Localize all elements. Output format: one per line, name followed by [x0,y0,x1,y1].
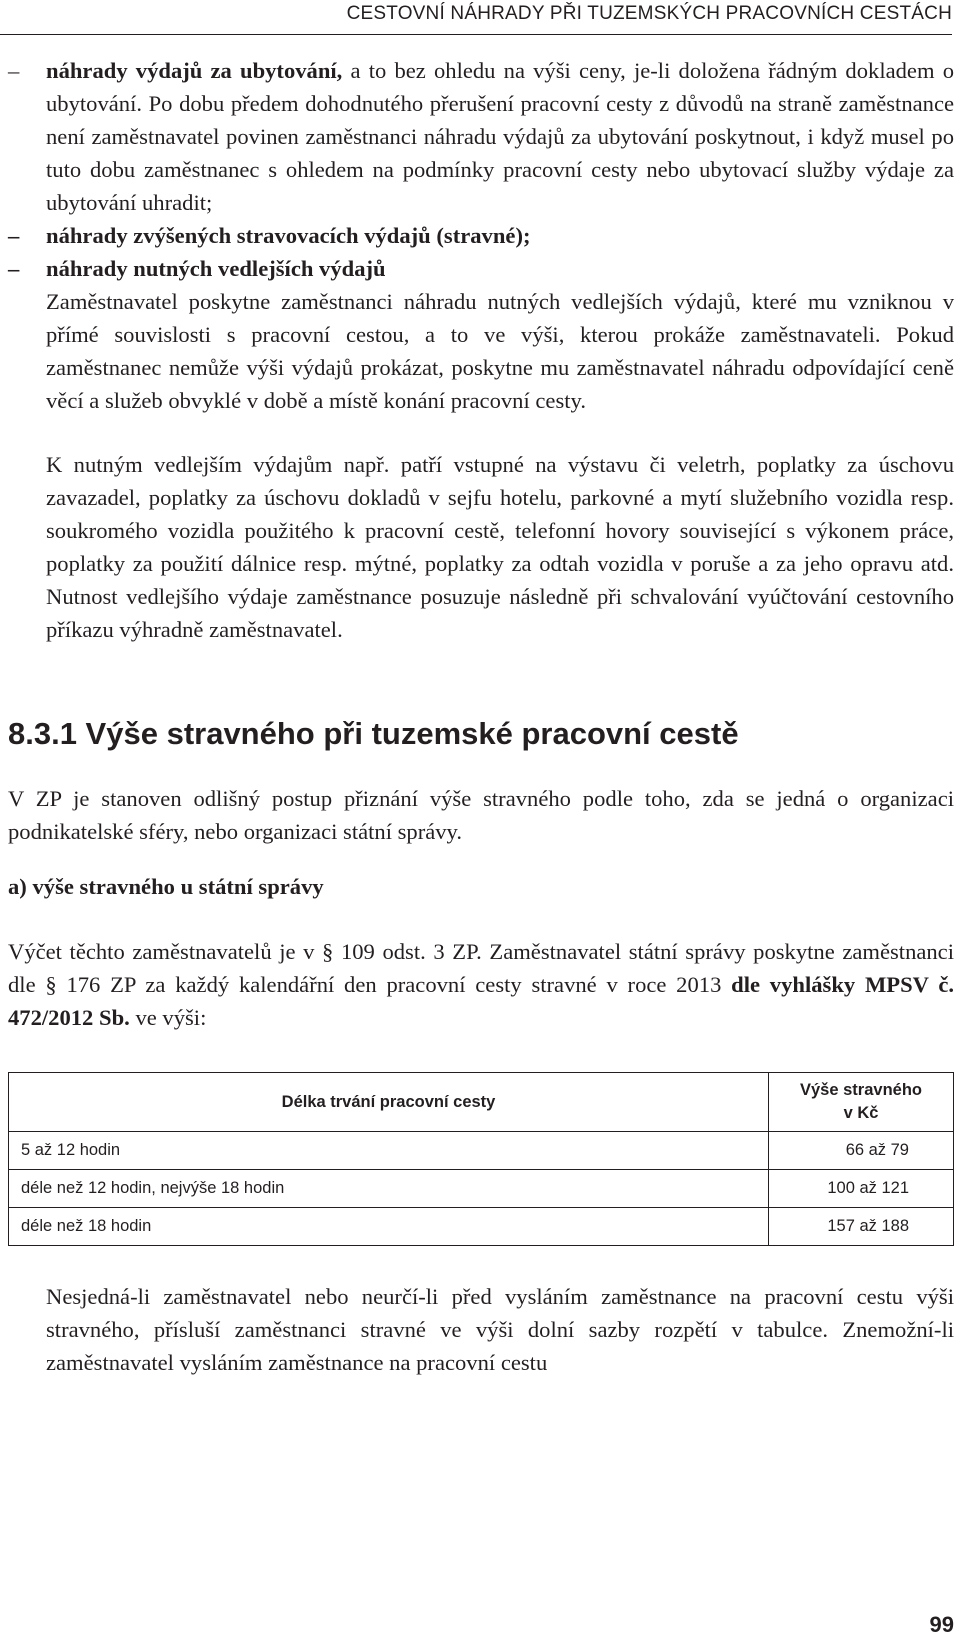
table-row [9,1132,954,1170]
paragraph-zp-intro: V ZP je stanoven odlišný postup přiznání výše stravného podle toho, zda se jedná o organizaci podnikatelské sféry, nebo organizaci státní správy. [8,786,954,844]
amount-cell: 100 až 121 [769,1170,954,1208]
table-row [9,1208,954,1246]
column-header-amount-line1: Výše stravného [800,1081,922,1099]
table-header-row [9,1073,954,1132]
amount-cell: 66 až 79 [769,1132,954,1170]
section-heading: 8.3.1 Výše stravného při tuzemské pracovní cestě [8,716,739,751]
allowance-table [8,1072,954,1246]
page-number: 99 [929,1612,954,1637]
list-item [8,252,954,285]
amount-cell: 157 až 188 [769,1208,954,1246]
table-row [9,1170,954,1208]
column-header-amount-line2: v Kč [843,1104,879,1122]
dash-bullet: – [8,58,20,83]
page-content [8,48,954,1379]
duration-cell: déle než 12 hodin, nejvýše 18 hodin [9,1170,769,1208]
list-item-text: náhrady zvýšených stravovacích výdajů (stravné); [46,223,531,248]
duration-cell: déle než 18 hodin [9,1208,769,1246]
list-item-bold: náhrady výdajů za ubytování, [46,58,343,83]
decree-reference: dle vyhlášky MPSV č. 472/2012 Sb. [8,972,955,1030]
duration-cell: 5 až 12 hodin [9,1132,769,1170]
running-title: CESTOVNÍ NÁHRADY PŘI TUZEMSKÝCH PRACOVNÍCH CESTÁCH [346,3,952,24]
list-item-text: náhrady nutných vedlejších výdajů [46,256,386,281]
column-header-duration: Délka trvání pracovní cesty [9,1073,769,1132]
running-header [0,0,952,35]
dash-bullet: – [8,223,20,248]
paragraph-vedlejsi-examples [8,448,954,646]
paragraph-text: K nutným vedlejším výdajům např. patří vstupné na výstavu či veletrh, poplatky za úschovu zavazadel, poplatky za úschovu dokladů v sejfu hotelu, parkovné a mytí služebního vozidla resp. soukromého vozidla použitého k pracovní cestě, telefonní hovory související s výkonem práce, poplatky za použití dálnice resp. mýtné, poplatky za odtah vozidla v poruše a za jeho opravu atd. Nutnost vedlejšího výdaje zaměstnance posuzuje následně při schvalování vyúčtování cestovního příkazu výhradně zaměstnavatel. [46,452,954,642]
list-item [8,54,954,219]
paragraph-vedlejsi-intro: Zaměstnavatel poskytne zaměstnanci náhradu nutných vedlejších výdajů, které mu vzniknou v přímé souvislosti s pracovní cestou, a to ve výši, kterou prokáže zaměstnavateli. Pokud zaměstnanec nemůže výši výdajů prokázat, poskytne mu zaměstnavatel náhradu odpovídající ceně věcí a služeb obvyklé v době a místě konání pracovní cesty. [46,289,954,413]
column-header-amount [769,1073,954,1132]
reimbursement-list [8,54,954,285]
paragraph-vycet [8,935,954,1034]
dash-bullet: – [8,256,20,281]
paragraph-text: Výčet těchto zaměstnavatelů je v § 109 odst. 3 ZP. Zaměstnavatel státní správy poskytne zaměstnanci dle § 176 ZP za každý kalendářní den pracovní cesty stravné v roce 2013 [8,939,954,997]
paragraph-closing: Nesjedná-li zaměstnavatel nebo neurčí-li před vysláním zaměstnance na pracovní cestu výši stravného, přísluší zaměstnanci stravné ve výši dolní sazby rozpětí v tabulce. Znemožní-li zaměstnavatel vysláním zaměstnance na pracovní cestu [46,1284,954,1375]
list-item [8,219,954,252]
list-item-text: a to bez ohledu na výši ceny, je-li doložena řádným dokladem o ubytování. Po dobu předem dohodnutého přerušení pracovní cesty z důvodů na straně zaměstnance není zaměstnavatel povinen zaměstnanci náhradu výdajů za ubytování poskytnout, i když musel po tuto dobu zaměstnanec s ohledem na podmínky pracovní cesty nebo ubytovací služby výdaje za ubytování uhradit; [46,58,954,215]
paragraph-text: ve výši: [129,1005,207,1030]
subheading-state-administration: a) výše stravného u státní správy [8,874,324,899]
